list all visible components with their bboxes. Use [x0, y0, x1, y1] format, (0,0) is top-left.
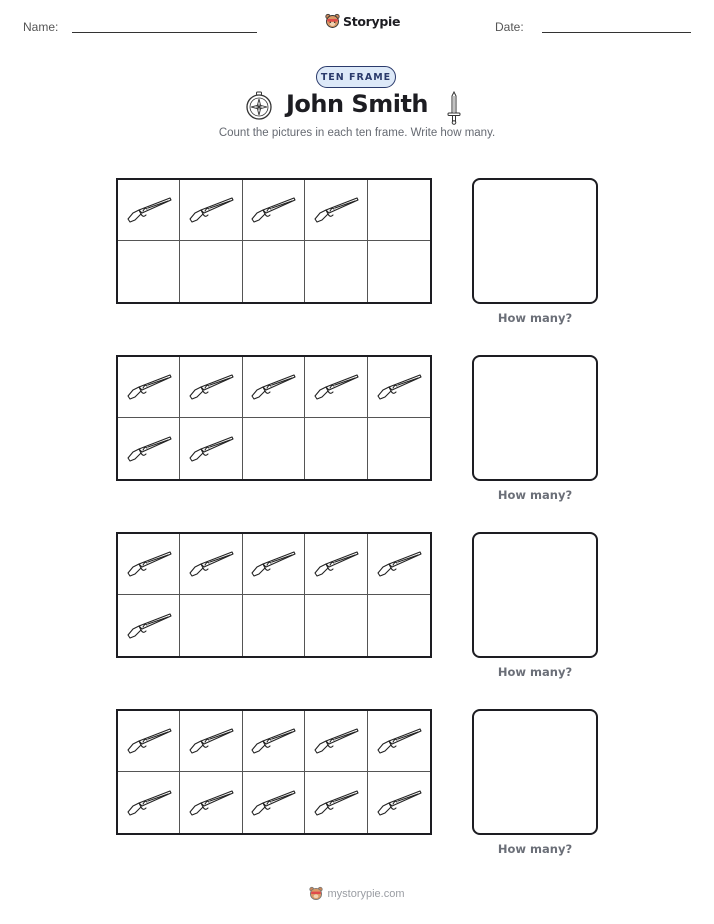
ten-frame-cell [368, 595, 430, 656]
ten-frame-cell [305, 772, 367, 833]
ten-frame-cell [305, 418, 367, 479]
ten-frame-cell [118, 711, 180, 772]
ten-frame-cell [118, 180, 180, 241]
ten-frame-cell [243, 180, 305, 241]
ten-frame-cell [243, 772, 305, 833]
ten-frame-cell [305, 357, 367, 418]
musket-icon [248, 544, 298, 584]
date-label: Date: [495, 20, 524, 34]
musket-icon [311, 721, 361, 761]
ten-frame-cell [368, 180, 430, 241]
name-line[interactable] [72, 32, 257, 33]
musket-icon [124, 429, 174, 469]
ten-frame-cell [305, 241, 367, 302]
musket-icon [311, 783, 361, 823]
musket-icon [248, 190, 298, 230]
how-many-label: How many? [497, 311, 573, 325]
ten-frame-cell [180, 711, 242, 772]
ten-frame-cell [368, 357, 430, 418]
ten-frame-cell [180, 357, 242, 418]
brand-logo [325, 13, 400, 29]
musket-icon [248, 721, 298, 761]
ten-frame-cell [305, 534, 367, 595]
ten-frame-cell [180, 595, 242, 656]
how-many-label: How many? [497, 488, 573, 502]
ten-frame-cell [368, 241, 430, 302]
musket-icon [248, 783, 298, 823]
instructions: Count the pictures in each ten frame. Write how many. [218, 127, 496, 139]
ten-frame [116, 709, 432, 835]
ten-frame-cell [305, 595, 367, 656]
ten-frame-cell [118, 241, 180, 302]
musket-icon [124, 606, 174, 646]
ten-frame-cell [118, 418, 180, 479]
musket-icon [186, 190, 236, 230]
ten-frame [116, 355, 432, 481]
sword-icon [446, 91, 462, 125]
ten-frame-cell [180, 772, 242, 833]
ten-frame-cell [180, 241, 242, 302]
musket-icon [374, 721, 424, 761]
ten-frame-cell [368, 534, 430, 595]
musket-icon [248, 367, 298, 407]
ten-frame-cell [118, 595, 180, 656]
ten-frame-cell [118, 772, 180, 833]
ten-frame-cell [180, 534, 242, 595]
musket-icon [186, 783, 236, 823]
footer-url: mystorypie.com [327, 887, 405, 900]
bear-mascot-icon [325, 13, 340, 29]
musket-icon [124, 721, 174, 761]
ten-frame-cell [368, 711, 430, 772]
ten-frame-cell [305, 180, 367, 241]
ten-frame-cell [243, 418, 305, 479]
ten-frame-cell [243, 241, 305, 302]
ten-frame-cell [118, 534, 180, 595]
how-many-label: How many? [497, 665, 573, 679]
answer-box[interactable] [472, 709, 598, 835]
ten-frame-cell [243, 357, 305, 418]
answer-box[interactable] [472, 355, 598, 481]
ten-frame-cell [368, 418, 430, 479]
musket-icon [186, 367, 236, 407]
date-line[interactable] [542, 32, 691, 33]
musket-icon [186, 429, 236, 469]
ten-frame [116, 178, 432, 304]
musket-icon [374, 544, 424, 584]
answer-box[interactable] [472, 178, 598, 304]
footer [0, 886, 714, 901]
musket-icon [124, 783, 174, 823]
bear-mascot-icon [309, 886, 323, 901]
worksheet-badge: TEN FRAME [316, 66, 396, 88]
musket-icon [124, 190, 174, 230]
how-many-label: How many? [497, 842, 573, 856]
musket-icon [124, 544, 174, 584]
ten-frame-cell [180, 180, 242, 241]
musket-icon [311, 367, 361, 407]
ten-frame [116, 532, 432, 658]
musket-icon [186, 721, 236, 761]
musket-icon [374, 367, 424, 407]
brand-name: Storypie [343, 13, 401, 29]
answer-box[interactable] [472, 532, 598, 658]
ten-frame-cell [305, 711, 367, 772]
ten-frame-cell [118, 357, 180, 418]
ten-frame-cell [180, 418, 242, 479]
ten-frame-cell [243, 711, 305, 772]
musket-icon [374, 783, 424, 823]
ten-frame-cell [243, 595, 305, 656]
musket-icon [186, 544, 236, 584]
worksheet-title: John Smith [285, 90, 429, 118]
musket-icon [124, 367, 174, 407]
musket-icon [311, 190, 361, 230]
name-label: Name: [23, 20, 59, 34]
ten-frame-cell [243, 534, 305, 595]
ten-frame-cell [368, 772, 430, 833]
musket-icon [311, 544, 361, 584]
